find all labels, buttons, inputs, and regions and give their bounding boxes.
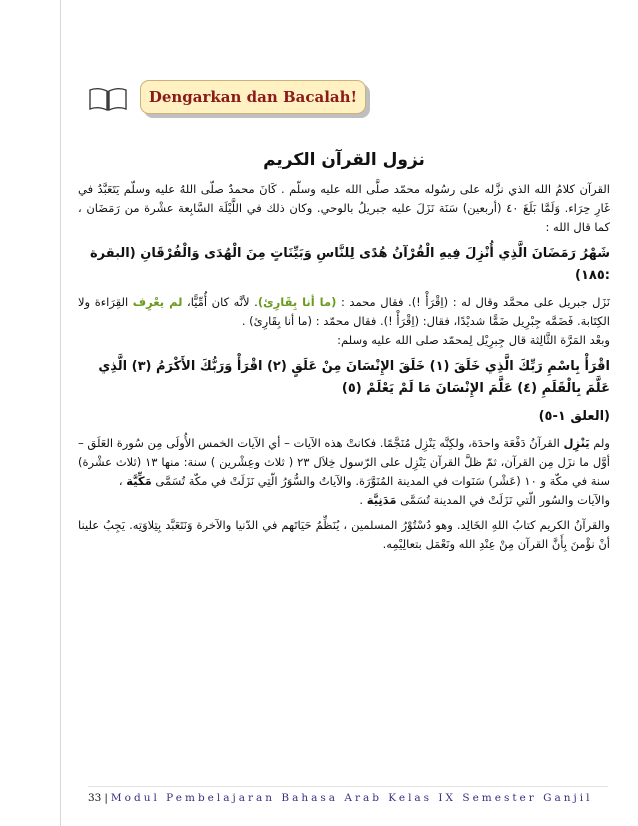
- lesson-content: [78, 150, 610, 554]
- margin-line: [60, 0, 61, 826]
- paragraph-dialogue-part-c: القِرَاءة ولا الكِتَابة. فَضَمَّه جِبْرِيل ضَمًّا شديْدًا، فقال: (اِقْرَأْ !). فقال محمّد : (ما أنا بِقَارِئ) .: [78, 295, 610, 328]
- paragraph-revelation-part-b: القرآنُ دَفْعَة واحدَة، ولكِنَّه يَنْزِل مُنَجَّمًا. فكانتْ هذه الآيات – أي الآيات الخمس الأُولَى مِن سُورة العَلَق – أوَّل ما نزَل مِن القرآن، ثمّ ظلَّ القرآن يَنْزِل على الرّسول خِلاَل ٢٣ ( ثلاث وعِشْرين ) سنة: منها ١٣ (ثلاث عشْرة) سنة في مكّة و ١٠ (عَشْر) سَنَوات في المدينة المُنَوَّرَة. والآياتُ والسُّوَرُ الّتِي نَزَلَتْ في مكّة تُسَمَّى: [78, 436, 610, 488]
- emphasis-madaniyya: مَدَنِيَّة: [366, 493, 397, 507]
- verse-alaq: اقْرَأْ بِاسْمِ رَبِّكَ الَّذِي خَلَقَ (١) خَلَقَ الإِنْسَانَ مِنْ عَلَقٍ (٢) اقْرَأْ وَرَبُّكَ الأَكْرَمُ (٣) الَّذِي عَلَّمَ بِالْقَلَمِ (٤) عَلَّمَ الإِنْسَانَ مَا لَمْ يَعْلَمْ (٥): [98, 359, 610, 396]
- paragraph-madaniyya-part-b: .: [359, 493, 367, 507]
- paragraph-intro: القرآن كلامُ الله الذي نزَّله على رسُوله محمّد صلَّى الله عليه وسلّم . كَانَ محمدٌ صلّى اللهُ عليه وسلّم يَتَعَبَّدُ في غَارِ حِرَاء. وَلَمَّا بَلَغَ ٤٠ (أربعين) سَنَة نَزَلَ عليه جبريلُ بالوحي. وكان ذلك في اللَّيْلَة السَّابِعة عشْرة من رَمَضَان ، كما قال الله :: [78, 182, 610, 234]
- paragraph-revelation: [78, 434, 610, 491]
- emphasis-makkiyya: مَكِّيَّة: [126, 474, 152, 488]
- section-header: [88, 78, 374, 120]
- paragraph-revelation-part-a: ولم: [589, 436, 610, 450]
- paragraph-dialogue-part-a: نَزَل جبريل على محمَّد وقال له : (اِقْرَأْ !). فقال محمد :: [336, 295, 610, 309]
- verse-baqarah: شَهْرُ رَمَضَانَ الَّذِي أُنْزِلَ فِيهِ الْقُرْآنُ هُدًى لِلنَّاسِ وَبَيِّنَاتٍ مِنَ الْهُدَى وَالْفُرْقَانِ (البقرة :١٨٥): [90, 246, 610, 283]
- page-number: 33: [88, 792, 102, 804]
- paragraph-dialogue-part-b: . لأنَّه كان أُمِّيًّا،: [182, 295, 258, 309]
- page-footer: [88, 792, 608, 804]
- highlight-lam-yarif: لم يعْرِف: [132, 295, 183, 309]
- highlight-ma-ana-biqari: (ما أنا بِقَارِئ): [257, 295, 337, 309]
- lesson-title: نزول القرآن الكريم: [263, 150, 425, 170]
- footer-separator: |: [104, 792, 108, 804]
- paragraph-madaniyya: [78, 491, 610, 510]
- emphasis-yanzil: يَنْزِل: [563, 436, 590, 450]
- paragraph-third-time: وبعْد المَرَّة الثَّالِثة قال جِبرِيْل لِمحمّد صلى الله عليه وسلم:: [337, 333, 610, 347]
- footer-module-title: Modul Pembelajaran Bahasa Arab Kelas IX Semester Ganjil: [110, 792, 593, 804]
- paragraph-revelation-part-c: ،: [118, 474, 127, 488]
- paragraph-madaniyya-part-a: والآيات والسُور الّتي نَزَلَتْ في المدينة تُسَمَّى: [396, 493, 610, 507]
- header-label: Dengarkan dan Bacalah!: [140, 80, 366, 114]
- paragraph-conclusion: والقرآنُ الكريم كتابُ اللهِ الخَالِد. وهو دُسْتُوْرُ المسلمين ، يُنَظِّمُ حَيَاتَهم في الدّنيا والآخرة وَنَتَعَبَّد بِتِلاوَتِه. يَجِبُ علينا أنْ نؤْمنَ بِأَنَّ القرآن مِنْ عِنْدِ الله ونَعْمَل بتعالِيْمِه.: [78, 518, 610, 551]
- footer-rule: [88, 786, 608, 787]
- open-book-icon: [88, 86, 128, 112]
- paragraph-dialogue: [78, 293, 610, 331]
- verse-alaq-reference: (العلق ١-٥): [538, 409, 610, 424]
